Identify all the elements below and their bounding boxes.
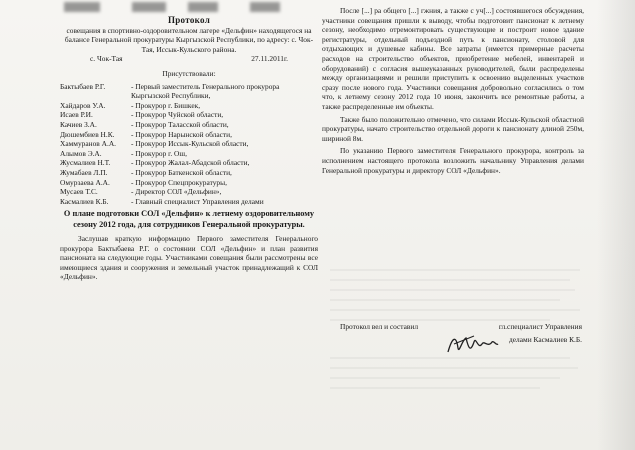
footer-left: Протокол вел и составил <box>340 322 419 331</box>
attendee-row: Дюшембиев Н.К. - Прокурор Нарынской области, <box>60 129 232 139</box>
attendee-row: Бактыбаев Р.Г. - Первый заместитель Генерального прокурора Кыргызской Республики, <box>60 81 280 101</box>
date: 27.11.2011г. <box>251 54 288 64</box>
place-date-row <box>60 54 318 64</box>
scan-edge-shadow <box>597 0 635 450</box>
attendee-row: Жусмалиев Н.Т. - Прокурор Жалал-Абадской области, <box>60 158 250 168</box>
attendee-row: Жумабаев Л.П. - Прокурор Баткенской области, <box>60 167 232 177</box>
attendees-heading: Присутствовали: <box>162 68 216 78</box>
protocol-title: Протокол <box>167 15 211 25</box>
left-body-paragraph: Заслушав краткую информацию Первого заместителя Генерального прокурора Бактыбаева Р.Г. о состоянии СОЛ «Дельфин» и план развития пансионата на следующие годы. Участниками совещания были рассмотрены все имеющиеся здания и сооружения и земельный участок принадлежащий к СОЛ «Дельфин». <box>60 234 318 282</box>
right-column <box>322 6 584 175</box>
attendee-row: Хаммуранов А.А. - Прокурор Иссык-Кульской области, <box>60 139 249 149</box>
attendee-row: Алымов Э.А. - Прокурор г. Ош, <box>60 148 187 158</box>
attendee-row: Касмалиев К.Б. - Главный специалист Управления делами <box>60 196 264 206</box>
left-column <box>60 6 318 282</box>
footer-right-line1: гл.специалист Управления <box>498 322 582 331</box>
attendee-row: Хайдаров У.А. - Прокурор г. Бишкек, <box>60 100 201 110</box>
place: с. Чок-Тая <box>90 54 123 64</box>
body-paragraph-3: По указанию Первого заместителя Генерального прокурора, контроль за исполнением настоящего протокола возложить начальнику Управления делами Генеральной прокуратуры и директору СОЛ «Дельфин». <box>322 146 584 175</box>
footer-right-line2: делами Касмалиев К.Б. <box>509 334 582 344</box>
attendees-list <box>60 82 318 207</box>
attendee-row: Исаев Р.И. - Прокурор Чуйской области, <box>60 110 224 120</box>
attendee-row: Мусаев Т.С. - Директор СОЛ «Дельфин», <box>60 187 222 197</box>
handwritten-signature <box>444 330 500 360</box>
protocol-intro: совещания в спортивно-оздоровительном лагере «Дельфин» находящегося на балансе Генеральной прокуратуры Кыргызской Республики, по адресу: с. Чок-Тая, Иссык-Кульского района. <box>64 25 314 54</box>
attendee-row: Омурзаева А.А. - Прокурор Спецпрокуратуры, <box>60 177 227 187</box>
body-paragraph-1: После [...] ра общего [...] гжния, а также с уч[...] состоявшегося обсуждения, участники совещания пришли к выводу, чтобы подготовит пансионат к летнему сезону, необходимо отремонтировать существующие и построит новое здание регистратуры, отдельный подъездной путь к пансионату, столовой для отдыхающих и душевые кабины. Все затраты (имеется примерные расчеты расходов на строительство объектов, приобретение мебелей, инвентарей и оборудований) с согласия вышеуказанных руководителей, были распределены между организациями и решили приступить к освоению выделенных участков сразу после нового года. Участники совещания добровольно согласились о том что, к летнему сезону 2012 года 10 июня, закончить все ремонтные работы, а также распределенные им объекты. <box>322 6 584 111</box>
attendee-row: Качиев З.А. - Прокурор Таласской области, <box>60 119 229 129</box>
body-paragraph-2: Также было положительно отмечено, что силами Иссык-Кульской областной прокуратуры, начато строительство отдельной дороги к пансионату длиной 250м, шириной 8м. <box>322 114 584 143</box>
meeting-topic: О плане подготовки СОЛ «Дельфин» к летнему оздоровительному сезону 2012 года, для сотрудников Генеральной прокуратуры. <box>63 209 315 229</box>
